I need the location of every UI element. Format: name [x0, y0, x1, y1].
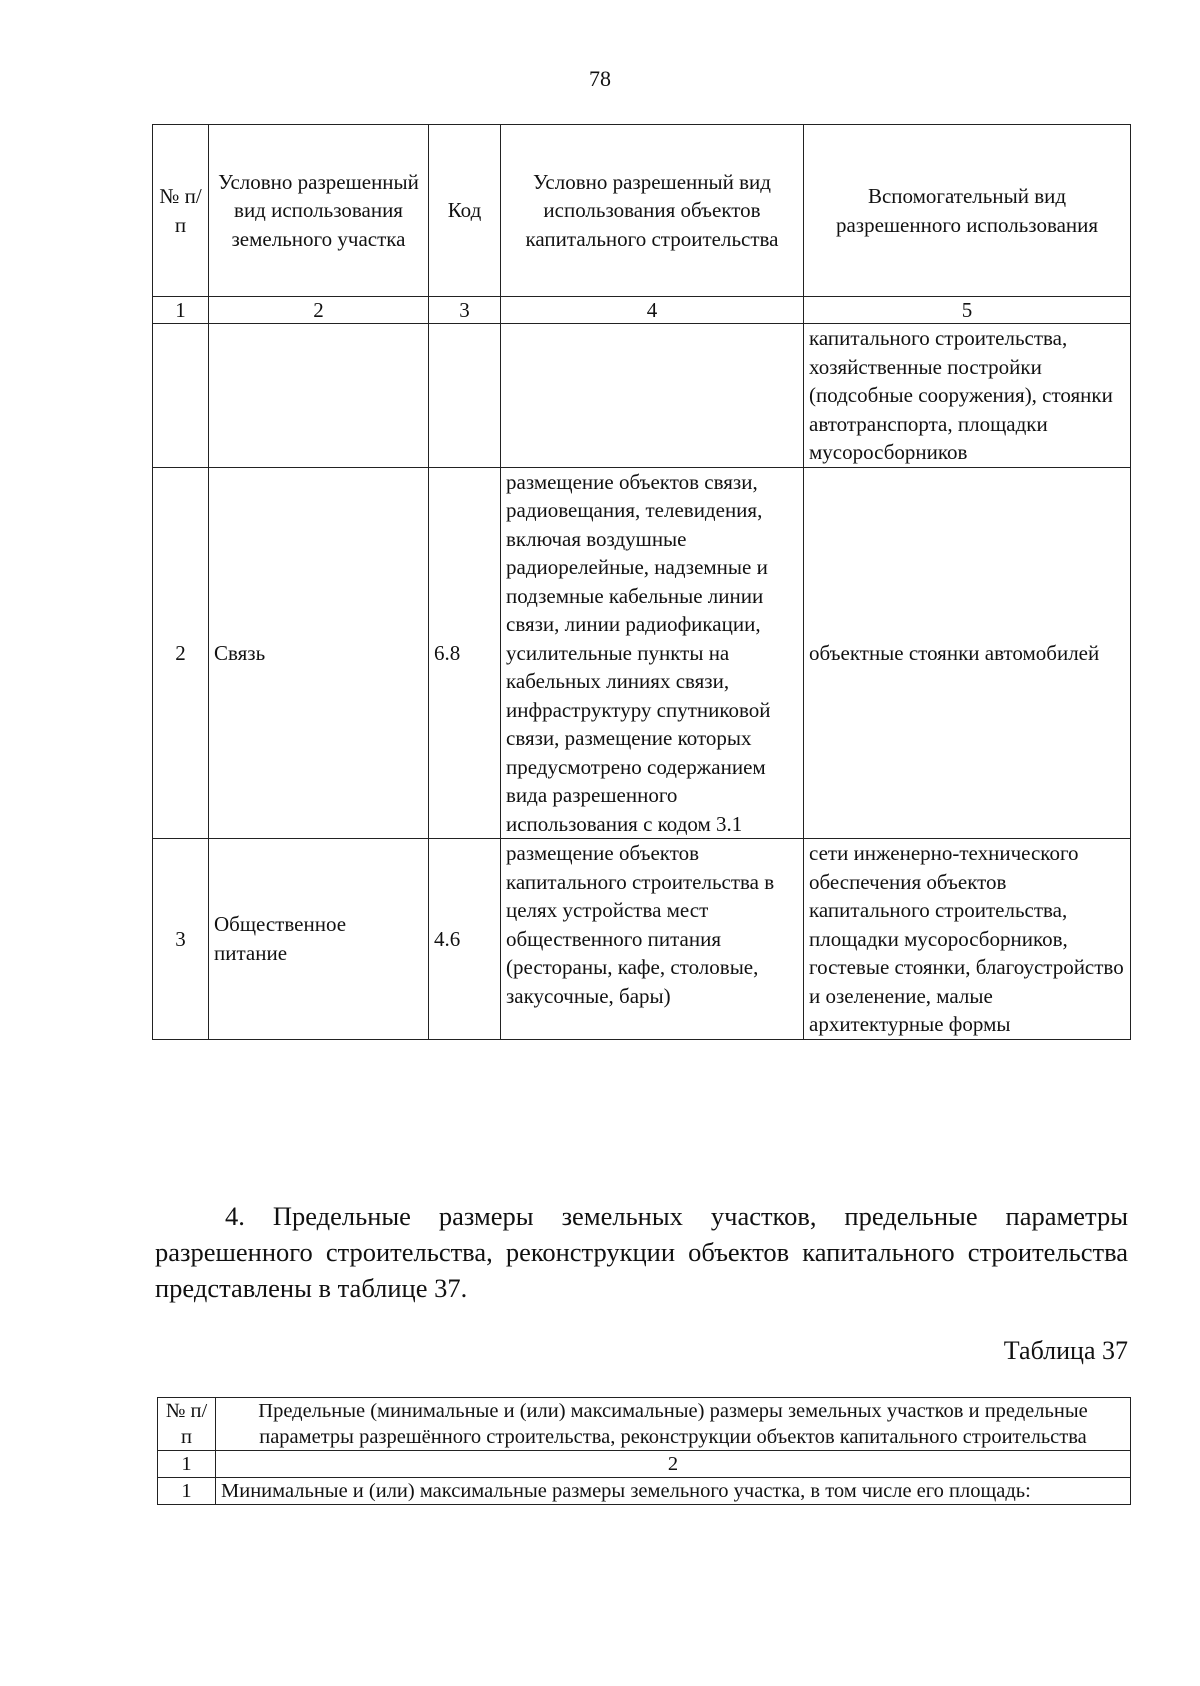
header-limits: Предельные (минимальные и (или) максимальные) размеры земельных участков и предельные параметры разрешённого строительства, реконструкции объектов капитального строительства: [216, 1398, 1131, 1451]
row-auxiliary-use: капитального строительства, хозяйственные постройки (подсобные сооружения), стоянки автотранспорта, площадки мусоросборников: [804, 324, 1131, 468]
row-num: 1: [158, 1478, 216, 1505]
row-land-use: [209, 324, 429, 468]
row-code: 4.6: [429, 839, 501, 1040]
page-number: 78: [589, 66, 611, 91]
body-paragraph: 4. Предельные размеры земельных участков, предельные параметры разрешенного строительства, реконструкции объектов капитального строительства представлены в таблице 37.: [155, 1201, 1128, 1303]
column-number: 3: [429, 297, 501, 324]
column-number: 4: [501, 297, 804, 324]
row-capital-use: [501, 324, 804, 468]
row-land-use: Общественное питание: [209, 839, 429, 1040]
row-code: [429, 324, 501, 468]
table-37: [157, 1397, 1131, 1505]
header-code: Код: [429, 125, 501, 297]
column-number: 5: [804, 297, 1131, 324]
row-num: 2: [153, 467, 209, 839]
column-number: 1: [153, 297, 209, 324]
table-row: [158, 1478, 1131, 1505]
column-number: 2: [216, 1451, 1131, 1478]
header-num: № п/п: [158, 1398, 216, 1451]
row-auxiliary-use: сети инженерно-технического обеспечения объектов капитального строительства, площадки мусоросборников, гостевые стоянки, благоустройство и озеленение, малые архитектурные формы: [804, 839, 1131, 1040]
row-capital-use: размещение объектов связи, радиовещания, телевидения, включая воздушные радиорелейные, надземные и подземные кабельные линии связи, линии радиофикации, усилительные пункты на кабельных линиях связи, инфраструктуру спутниковой связи, размещение которых предусмотрено содержанием вида разрешенного использования с кодом 3.1: [501, 467, 804, 839]
header-auxiliary-use: Вспомогательный вид разрешенного использования: [804, 125, 1131, 297]
row-land-use: Связь: [209, 467, 429, 839]
column-number-row: [158, 1451, 1131, 1478]
row-text: Минимальные и (или) максимальные размеры земельного участка, в том числе его площадь:: [216, 1478, 1131, 1505]
header-num: № п/п: [153, 125, 209, 297]
table-row: [153, 324, 1131, 468]
row-code: 6.8: [429, 467, 501, 839]
row-capital-use: размещение объектов капитального строительства в целях устройства мест общественного питания (рестораны, кафе, столовые, закусочные, бары): [501, 839, 804, 1040]
column-number: 2: [209, 297, 429, 324]
table-row: [153, 839, 1131, 1040]
table-row: [153, 467, 1131, 839]
row-num: [153, 324, 209, 468]
header-capital-use: Условно разрешенный вид использования объектов капитального строительства: [501, 125, 804, 297]
column-number-row: [153, 297, 1131, 324]
table-header-row: [158, 1398, 1131, 1451]
column-number: 1: [158, 1451, 216, 1478]
permitted-use-table: [152, 124, 1131, 1040]
row-num: 3: [153, 839, 209, 1040]
row-auxiliary-use: объектные стоянки автомобилей: [804, 467, 1131, 839]
header-land-use: Условно разрешенный вид использования земельного участка: [209, 125, 429, 297]
table-header-row: [153, 125, 1131, 297]
table-caption: Таблица 37: [1003, 1336, 1128, 1365]
